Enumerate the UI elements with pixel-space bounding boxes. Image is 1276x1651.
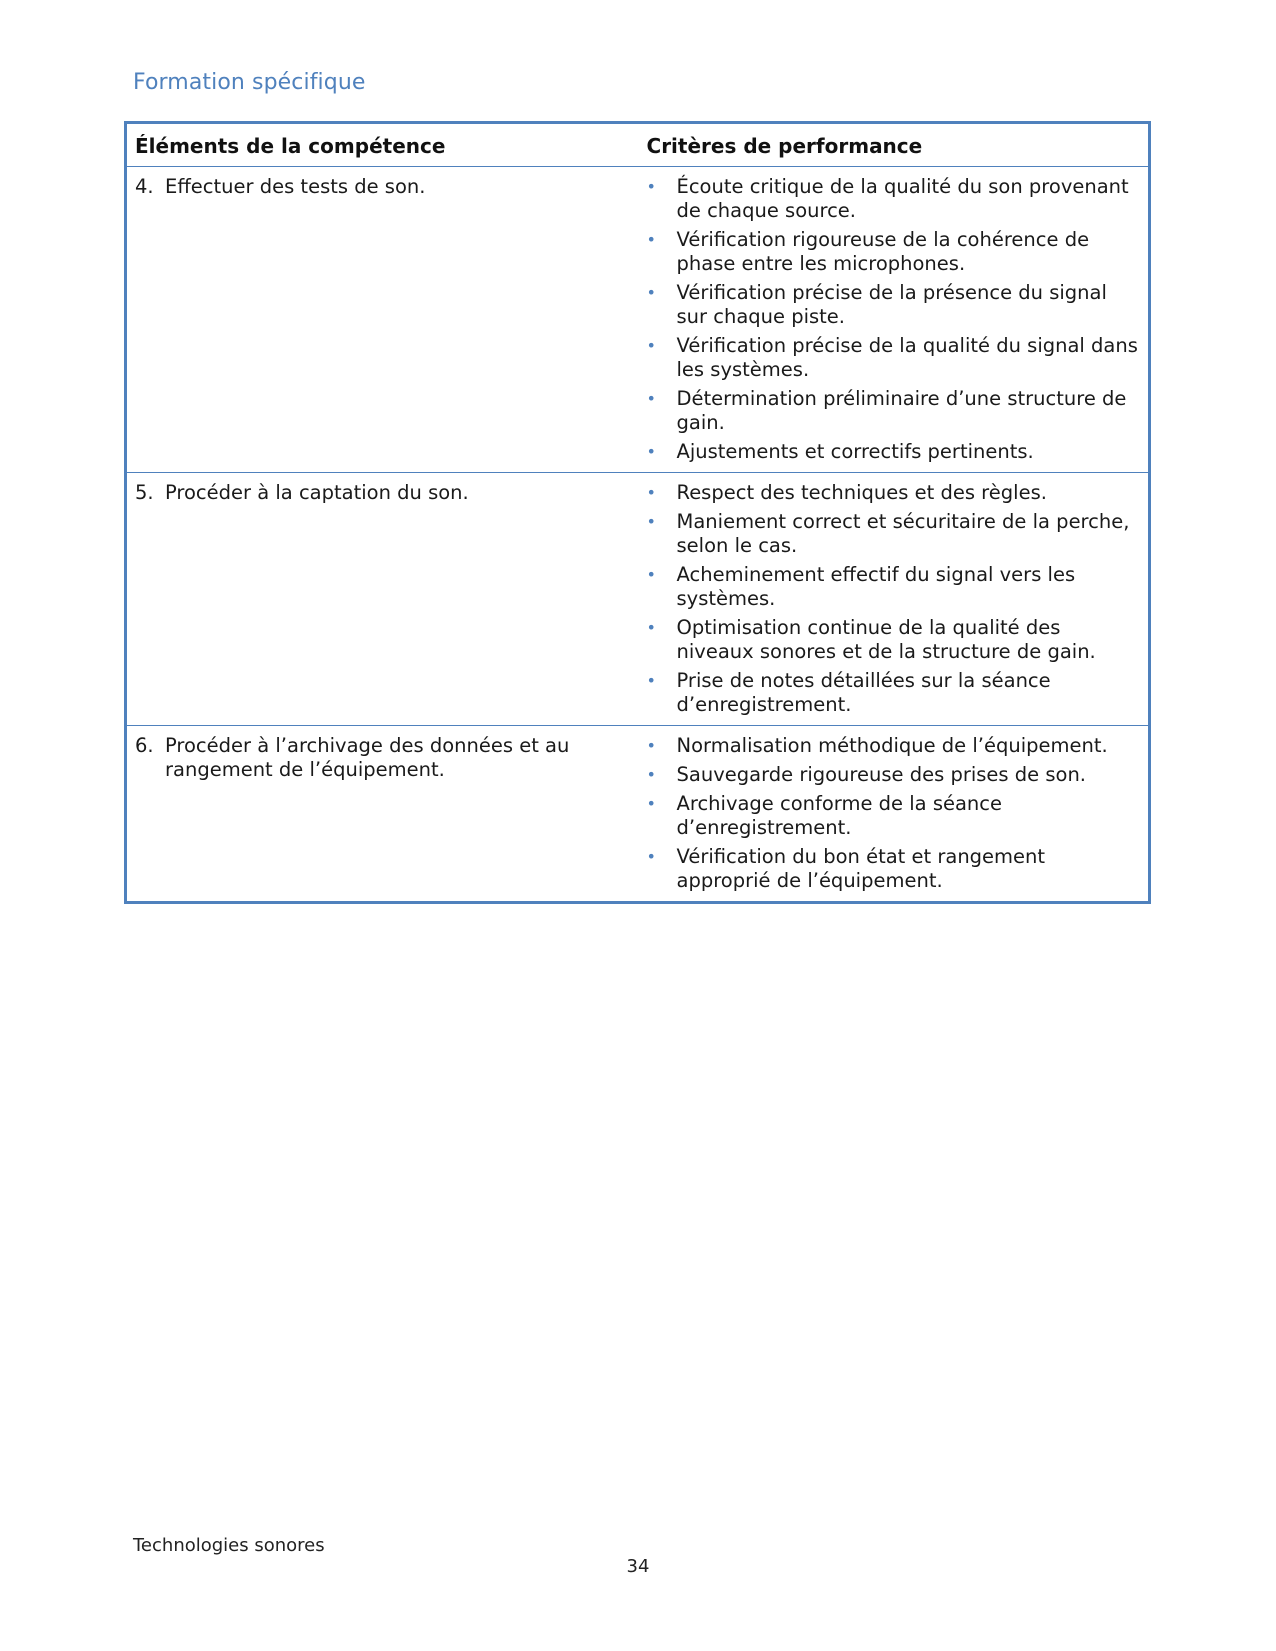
list-item	[647, 763, 1140, 787]
bullet-icon: •	[646, 565, 656, 584]
element-number: 4.	[135, 175, 154, 198]
list-item	[647, 669, 1140, 717]
list-item	[647, 563, 1140, 611]
bullet-icon: •	[646, 512, 656, 531]
criteria-list	[647, 734, 1140, 893]
element-text: Procéder à l’archivage des données et au rangement de l’équipement.	[165, 734, 570, 781]
criterion-text: Écoute critique de la qualité du son provenant de chaque source.	[676, 175, 1129, 222]
bullet-icon: •	[646, 283, 656, 302]
list-item	[647, 792, 1140, 840]
page-number: 34	[626, 1556, 650, 1577]
bullet-icon: •	[646, 177, 656, 196]
criteria-list	[647, 175, 1140, 464]
criterion-text: Vérification précise de la qualité du signal dans les systèmes.	[676, 334, 1138, 381]
criteria-cell	[639, 473, 1150, 726]
criterion-text: Acheminement effectif du signal vers les systèmes.	[676, 563, 1076, 610]
table-body	[126, 167, 1150, 903]
header-elements: Éléments de la compétence	[126, 123, 639, 167]
bullet-icon: •	[646, 794, 656, 813]
criterion-text: Sauvegarde rigoureuse des prises de son.	[676, 763, 1086, 786]
bullet-icon: •	[646, 389, 656, 408]
criterion-text: Détermination préliminaire d’une structure de gain.	[676, 387, 1127, 434]
table-row	[126, 167, 1150, 473]
list-item	[647, 845, 1140, 893]
element-cell	[126, 726, 639, 903]
criterion-text: Maniement correct et sécuritaire de la perche, selon le cas.	[676, 510, 1130, 557]
criterion-text: Normalisation méthodique de l’équipement.	[676, 734, 1108, 757]
criterion-text: Ajustements et correctifs pertinents.	[676, 440, 1034, 463]
section-title: Formation spécifique	[133, 70, 366, 95]
bullet-icon: •	[646, 336, 656, 355]
criterion-text: Vérification du bon état et rangement approprié de l’équipement.	[676, 845, 1046, 892]
list-item	[647, 334, 1140, 382]
footer-document-title: Technologies sonores	[133, 1535, 325, 1556]
list-item	[647, 734, 1140, 758]
bullet-icon: •	[646, 847, 656, 866]
header-criteres: Critères de performance	[639, 123, 1150, 167]
element-text: Procéder à la captation du son.	[165, 481, 469, 504]
bullet-icon: •	[646, 736, 656, 755]
bullet-icon: •	[646, 671, 656, 690]
criterion-text: Archivage conforme de la séance d’enregistrement.	[676, 792, 1002, 839]
list-item	[647, 616, 1140, 664]
bullet-icon: •	[646, 618, 656, 637]
list-item	[647, 175, 1140, 223]
list-item	[647, 440, 1140, 464]
criterion-text: Optimisation continue de la qualité des niveaux sonores et de la structure de gain.	[676, 616, 1096, 663]
list-item	[647, 510, 1140, 558]
element-cell	[126, 473, 639, 726]
criterion-text: Respect des techniques et des règles.	[676, 481, 1047, 504]
element-cell	[126, 167, 639, 473]
criteria-list	[647, 481, 1140, 717]
element-text: Effectuer des tests de son.	[165, 175, 426, 198]
list-item	[647, 228, 1140, 276]
table-row	[126, 473, 1150, 726]
criterion-text: Prise de notes détaillées sur la séance d’enregistrement.	[676, 669, 1051, 716]
table-row	[126, 726, 1150, 903]
element-number: 5.	[135, 481, 154, 504]
list-item	[647, 387, 1140, 435]
criteria-cell	[639, 726, 1150, 903]
element-number: 6.	[135, 734, 154, 757]
table-header-row	[126, 123, 1150, 167]
bullet-icon: •	[646, 442, 656, 461]
criteria-cell	[639, 167, 1150, 473]
bullet-icon: •	[646, 230, 656, 249]
list-item	[647, 481, 1140, 505]
competence-table	[124, 121, 1151, 904]
bullet-icon: •	[646, 765, 656, 784]
criterion-text: Vérification rigoureuse de la cohérence de phase entre les microphones.	[676, 228, 1090, 275]
bullet-icon: •	[646, 483, 656, 502]
list-item	[647, 281, 1140, 329]
criterion-text: Vérification précise de la présence du signal sur chaque piste.	[676, 281, 1107, 328]
